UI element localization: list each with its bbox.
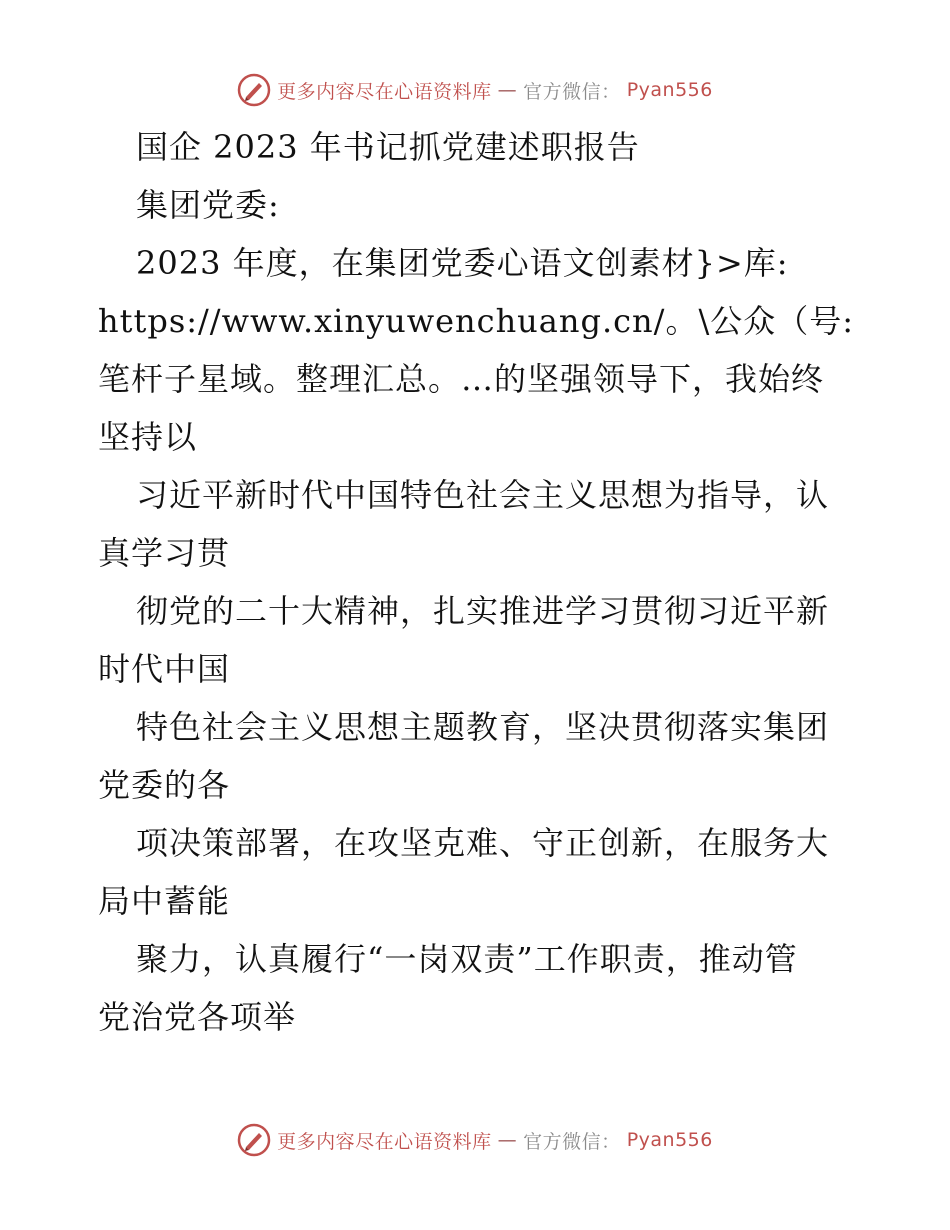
watermark-wechat-id: Pyan556 xyxy=(626,1129,713,1151)
doc-title: 国企 2023 年书记抓党建述职报告 xyxy=(136,128,640,166)
doc-salutation: 集团党委: xyxy=(136,186,280,224)
doc-line: 坚持以 xyxy=(98,418,198,456)
watermark-text: 更多内容尽在心语资料库 xyxy=(277,1130,492,1153)
doc-line: 真学习贯 xyxy=(98,534,231,572)
doc-line: 特色社会主义思想主题教育，坚决贯彻落实集团 xyxy=(136,708,830,746)
watermark-text: 更多内容尽在心语资料库 xyxy=(277,80,492,103)
doc-line: 彻党的二十大精神，扎实推进学习贯彻习近平新 xyxy=(136,592,830,630)
doc-line: 党委的各 xyxy=(98,766,231,804)
watermark-banner-top xyxy=(0,70,950,110)
doc-line: 局中蓄能 xyxy=(98,882,231,920)
watermark-banner-bottom xyxy=(0,1120,950,1160)
document-body xyxy=(98,118,858,1046)
doc-line: 党治党各项举 xyxy=(98,998,297,1036)
doc-line: 聚力，认真履行“一岗双责”工作职责，推动管 xyxy=(136,940,798,978)
watermark-wechat-label: 官方微信： xyxy=(523,1130,621,1153)
watermark-dash: — xyxy=(497,79,518,101)
doc-line: https://www.xinyuwenchuang.cn/。\公众（号: xyxy=(98,302,855,340)
pen-logo-icon xyxy=(237,1123,271,1157)
doc-line: 项决策部署，在攻坚克难、守正创新，在服务大 xyxy=(136,824,830,862)
watermark-dash: — xyxy=(497,1129,518,1151)
watermark-wechat-label: 官方微信： xyxy=(523,80,621,103)
doc-line: 习近平新时代中国特色社会主义思想为指导，认 xyxy=(136,476,830,514)
doc-line: 2023 年度，在集团党委心语文创素材}>库: xyxy=(136,244,789,282)
pen-logo-icon xyxy=(237,73,271,107)
doc-line: 时代中国 xyxy=(98,650,231,688)
doc-line: 笔杆子星域。整理汇总。…的坚强领导下，我始终 xyxy=(98,360,825,398)
watermark-wechat-id: Pyan556 xyxy=(626,79,713,101)
